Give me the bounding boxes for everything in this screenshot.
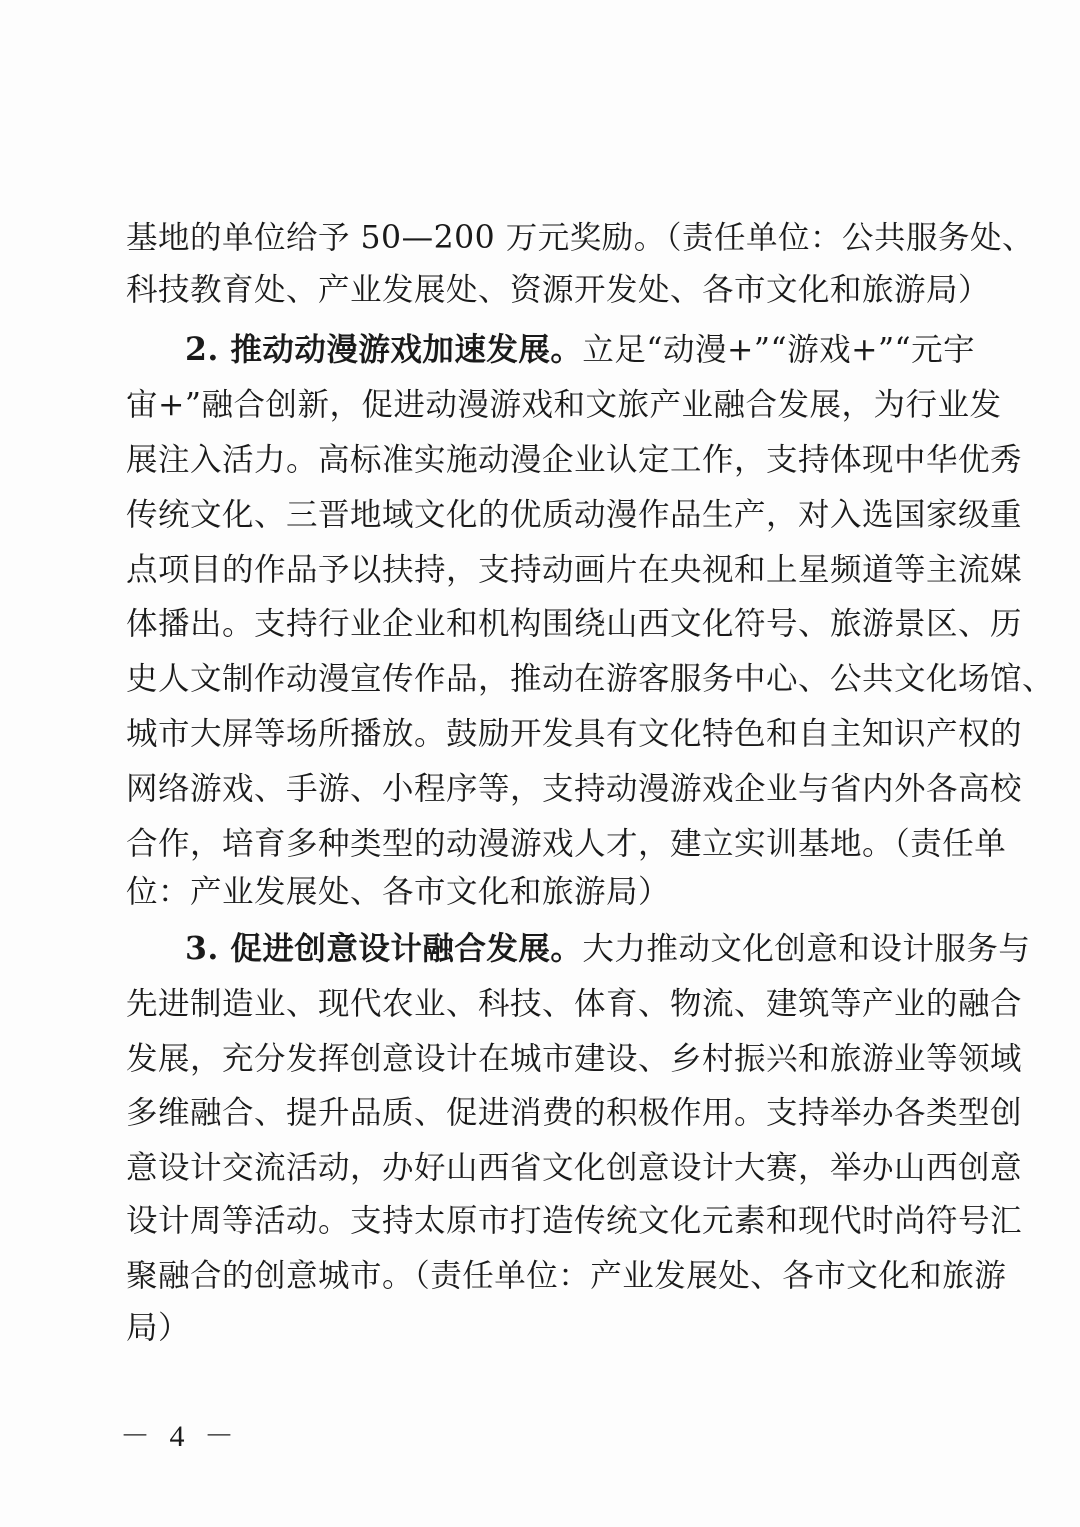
paragraph-2-line-7: 史人文制作动漫宣传作品，推动在游客服务中心、公共文化场馆、 bbox=[126, 661, 1055, 697]
paragraph-2-line-6: 体播出。支持行业企业和机构围绕山西文化符号、旅游景区、历 bbox=[126, 606, 1023, 642]
paragraph-2-line-5: 点项目的作品予以扶持，支持动画片在央视和上星频道等主流媒 bbox=[126, 552, 1023, 588]
paragraph-1-line-2: 科技教育处、产业发展处、资源开发处、各市文化和旅游局） bbox=[126, 272, 991, 308]
paragraph-3-heading: 3. 促进创意设计融合发展。 bbox=[185, 930, 583, 967]
paragraph-2-line-3: 展注入活力。高标准实施动漫企业认定工作，支持体现中华优秀 bbox=[126, 442, 1023, 478]
paragraph-2-line-1 bbox=[185, 326, 976, 374]
page-number: － 4 － bbox=[120, 1420, 240, 1453]
paragraph-2-line-9: 网络游戏、手游、小程序等，支持动漫游戏企业与省内外各高校 bbox=[126, 771, 1023, 807]
paragraph-2-heading: 2. 推动动漫游戏加速发展。 bbox=[185, 331, 583, 368]
paragraph-2-line-2: 宙+”融合创新，促进动漫游戏和文旅产业融合发展，为行业发 bbox=[126, 387, 1002, 423]
paragraph-3-line-1-text: 大力推动文化创意和设计服务与 bbox=[582, 931, 1031, 967]
paragraph-3-line-6: 设计周等活动。支持太原市打造传统文化元素和现代时尚符号汇 bbox=[126, 1203, 1023, 1239]
paragraph-2-line-10: 合作，培育多种类型的动漫游戏人才，建立实训基地。（责任单 bbox=[126, 826, 1007, 862]
paragraph-3-line-4: 多维融合、提升品质、促进消费的积极作用。支持举办各类型创 bbox=[126, 1095, 1023, 1131]
paragraph-3-line-5: 意设计交流活动，办好山西省文化创意设计大赛，举办山西创意 bbox=[126, 1150, 1023, 1186]
paragraph-3-line-7: 聚融合的创意城市。（责任单位：产业发展处、各市文化和旅游 bbox=[126, 1258, 1007, 1294]
paragraph-3-line-2: 先进制造业、现代农业、科技、体育、物流、建筑等产业的融合 bbox=[126, 986, 1023, 1022]
paragraph-1-line-1: 基地的单位给予 50—200 万元奖励。（责任单位：公共服务处、 bbox=[126, 220, 1034, 256]
paragraph-3-line-3: 发展，充分发挥创意设计在城市建设、乡村振兴和旅游业等领域 bbox=[126, 1041, 1023, 1077]
paragraph-3-line-1 bbox=[185, 925, 1031, 973]
paragraph-2-line-1-text: 立足“动漫+”“游戏+”“元宇 bbox=[582, 332, 976, 368]
paragraph-2-line-4: 传统文化、三晋地域文化的优质动漫作品生产，对入选国家级重 bbox=[126, 497, 1023, 533]
paragraph-2-line-11: 位：产业发展处、各市文化和旅游局） bbox=[126, 874, 671, 910]
paragraph-3-line-8: 局） bbox=[126, 1310, 191, 1346]
paragraph-2-line-8: 城市大屏等场所播放。鼓励开发具有文化特色和自主知识产权的 bbox=[126, 716, 1023, 752]
